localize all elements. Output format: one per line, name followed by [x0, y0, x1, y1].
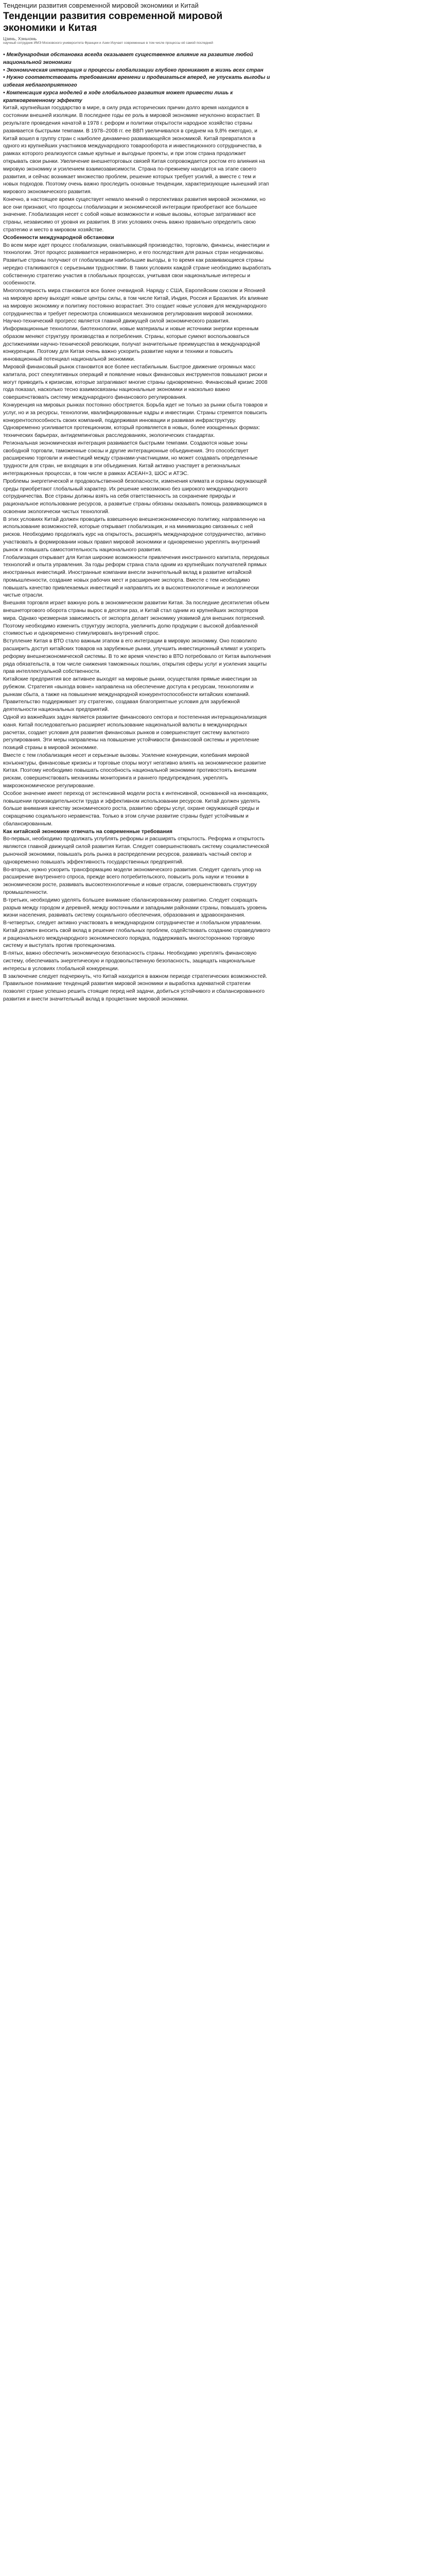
paragraph: В заключение следует подчеркнуть, что Китай находится в важном периоде стратегических возможностей. Правильное понимание тенденций развития мировой экономики и выработка адекватной стратегии позволят стране успешно решить стоящие перед ней задачи, добиться устойчивого и сбалансированного развития и внести значительный вклад в процветание мировой экономики. — [3, 973, 267, 1002]
paragraph: Особое значение имеет переход от экстенсивной модели роста к интенсивной, основанной на инновациях, повышении производительности труда и эффективном использовании ресурсов. Китай должен уделять больше внимания качеству экономического роста, развитию сферы услуг, охране окружающей среды и сокращению социального неравенства. Только в этом случае развитие страны будет устойчивым и сбалансированным. — [3, 790, 269, 827]
paragraph: Конечно, в настоящее время существует немало мнений о перспективах развития мировой экономики, но все они признают, что процессы глобализации и экономической интеграции приобретают все большее значение. Глобализация несет с собой новые возможности и новые вызовы, которые затрагивают все страны, независимо от уровня их развития. В этих условиях очень важно правильно определить свою стратегию и место в мировом хозяйстве. — [3, 196, 266, 233]
paragraph: Многополярность мира становится все более очевидной. Наряду с США, Европейским союзом и Японией на мировую арену выходят новые центры силы, в том числе Китай, Индия, Россия и Бразилия. Их влияние на мировую экономику и политику постоянно возрастает. Это создает новые условия для международного сотрудничества и требует пересмотра сложившихся механизмов регулирования мировой экономики. — [3, 288, 268, 317]
paragraph: Конкуренция на мировых рынках постоянно обостряется. Борьба идет не только за рынки сбыта товаров и услуг, но и за ресурсы, технологии, квалифицированные кадры и инвестиции. Страны стремятся повысить конкурентоспособность своих компаний, поддерживая инновации и развивая инфраструктуру. Одновременно усиливается протекционизм, который проявляется в новых, более изощренных формах: технических барьерах, антидемпинговых расследованиях, экологических стандартах. — [3, 402, 268, 439]
paragraph: Китай, крупнейшая государство в мире, в силу ряда исторических причин долго время находился в состоянии внешней изоляции. В последнее годы ее роль в мировой экономике неуклонно возрастает. В результате проведения начатой в 1978 г. реформ и политики открытости народное хозяйство страны развивается быстрыми темпами. В 1978–2008 гг. ее ВВП увеличивался в среднем на 9,8% ежегодно, и Китай вошел в группу стран с наиболее динамично развивающейся экономикой. Китай превратился в одного из крупнейших участников международного товарооборота и инвестиционного сотрудничества, в рамках которого реализуются самые крупные и выгодные проекты, и при этом страна продолжает открывать свои рынки. Увеличение внешнеторговых связей Китая сопровождается ростом его влияния на мировую экономику и усилением взаимозависимости. Страна по-прежнему находится на этапе своего развития, и сейчас возникает множество проблем, решение которых требует усилий, а вместе с тем и новых подходов. Поэтому очень важно проследить основные тенденции, характеризующие нынешний этап мирового экономического развития. — [3, 105, 269, 195]
paragraph: Научно-технический прогресс является главной движущей силой экономического развития. Информационные технологии, биотехнологии, новые материалы и новые источники энергии коренным образом меняют структуру производства и потребления. Страны, которые сумеют воспользоваться достижениями научно-технической революции, получат значительные преимущества в международной конкуренции. Поэтому для Китая очень важно ускорить развитие науки и техники и повысить инновационный потенциал национальной экономики. — [3, 318, 260, 363]
author-line: Цзинь, Хэньчэнь — [3, 36, 37, 41]
section-heading: Особенности международной обстановки — [3, 234, 114, 241]
paragraph: Внешняя торговля играет важную роль в экономическом развитии Китая. За последние десятилетия объем внешнеторгового оборота страны вырос в десятки раз, и Китай стал одним из крупнейших экспортеров мира. Однако чрезмерная зависимость от экспорта делает экономику уязвимой для внешних потрясений. Поэтому необходимо изменить структуру экспорта, увеличить долю продукции с высокой добавленной стоимостью и одновременно стимулировать внутренний спрос. — [3, 600, 269, 637]
key-point: • Экономическая интеграция и процессы глобализации глубоко проникают в жизнь всех стран — [3, 67, 264, 73]
paragraph: Во всем мире идет процесс глобализации, охватывающий производство, торговлю, финансы, инвестиции и технологии. Этот процесс развивается неравномерно, и его последствия для разных стран неодинаковы. Развитые страны получают от глобализации наибольшие выгоды, в то время как развивающиеся страны нередко сталкиваются с серьезными трудностями. В таких условиях каждой стране необходимо выработать собственную стратегию участия в глобальных процессах, учитывая свои национальные интересы и особенности. — [3, 242, 271, 286]
article-title: Тенденции развития современной мировой экономики и Китая — [3, 10, 223, 33]
paragraph: Китайские предприятия все активнее выходят на мировые рынки, осуществляя прямые инвестиции за рубежом. Стратегия «выхода вовне» направлена на обеспечение доступа к ресурсам, технологиям и рынкам сбыта, а также на повышение международной конкурентоспособности китайских компаний. Правительство поддерживает эту стратегию, создавая благоприятные условия для зарубежной деятельности национальных предприятий. — [3, 676, 257, 713]
section-heading: Как китайской экономике отвечать на современные требования — [3, 828, 172, 835]
paragraph: Вступление Китая в ВТО стало важным этапом в его интеграции в мировую экономику. Оно позволило расширить доступ китайских товаров на зарубежные рынки, улучшить инвестиционный климат и ускорить реформу внешнеэкономической системы. В то же время членство в ВТО потребовало от Китая выполнения ряда обязательств, в том числе снижения таможенных пошлин, открытия сферы услуг и усиления защиты прав интеллектуальной собственности. — [3, 638, 271, 675]
paragraph: Региональная экономическая интеграция развивается быстрыми темпами. Создаются новые зоны свободной торговли, таможенные союзы и другие интеграционные объединения. Это способствует расширению торговли и инвестиций между странами-участницами, но может создавать определенные трудности для стран, не входящих в эти объединения. Китай активно участвует в региональных интеграционных процессах, в том числе в рамках АСЕАН+3, ШОС и АТЭС. — [3, 440, 258, 477]
key-point: • Компенсация курса моделей в ходе глобального развития может привести лишь к кратковременному эффекту — [3, 90, 233, 104]
paragraph: В-четвертых, следует активно участвовать в международном сотрудничестве и глобальном управлении. Китай должен вносить свой вклад в решение глобальных проблем, содействовать созданию справедливого и рационального международного экономического порядка, поддерживать многостороннюю торговую систему и выступать против протекционизма. — [3, 920, 270, 949]
paragraph: В-пятых, важно обеспечить экономическую безопасность страны. Необходимо укреплять финансовую систему, обеспечивать энергетическую и продовольственную безопасность, защищать национальные интересы в условиях глобальной конкуренции. — [3, 951, 257, 972]
paragraph: Во-вторых, нужно ускорить трансформацию модели экономического развития. Следует сделать упор на расширение внутреннего спроса, прежде всего потребительского, повысить роль науки и техники в экономическом росте, развивать высокотехнологичные и новые отрасли, совершенствовать структуру промышленности. — [3, 867, 261, 895]
paragraph: Вместе с тем глобализация несет и серьезные вызовы. Усиление конкуренции, колебания мировой конъюнктуры, финансовые кризисы и торговые споры могут негативно влиять на экономическое развитие Китая. Поэтому необходимо повышать способность национальной экономики противостоять внешним рискам, совершенствовать механизмы мониторинга и раннего предупреждения, укреплять макроэкономическое регулирование. — [3, 752, 266, 789]
page-title: Тенденции развития современной мировой экономики и Китай — [3, 2, 199, 9]
paragraph: В-третьих, необходимо уделять большее внимание сбалансированному развитию. Следует сокращать разрыв между городом и деревней, между восточными и западными районами страны, повышать уровень жизни населения, развивать систему социального обеспечения, образования и здравоохранения. — [3, 897, 267, 919]
article-body — [3, 52, 272, 2576]
paragraph: Проблемы энергетической и продовольственной безопасности, изменения климата и охраны окружающей среды приобретают глобальный характер. Их решение невозможно без широкого международного сотрудничества. Все страны должны взять на себя ответственность за сохранение природы и рациональное использование ресурсов, а развитые страны обязаны оказывать помощь развивающимся в освоении экологически чистых технологий. — [3, 478, 267, 515]
key-point: • Международная обстановка всегда оказывает существенное влияние на развитие любой национальной экономики — [3, 52, 253, 65]
paragraph: Мировой финансовый рынок становится все более нестабильным. Быстрое движение огромных масс капитала, рост спекулятивных операций и появление новых финансовых инструментов повышают риски и могут приводить к кризисам, которые затрагивают многие страны одновременно. Финансовый кризис 2008 года показал, насколько тесно взаимосвязаны национальные экономики и насколько важно совершенствовать систему международного финансового регулирования. — [3, 364, 268, 401]
key-point: • Нужно соответствовать требованиям времени и продвигаться вперед, не упускать выгоды и избегая неблагоприятного — [3, 75, 270, 89]
paragraph: Глобализация открывает для Китая широкие возможности привлечения иностранного капитала, передовых технологий и опыта управления. За годы реформ страна стала одним из крупнейших получателей прямых иностранных инвестиций. Иностранные компании внесли значительный вклад в развитие китайской промышленности, создание новых рабочих мест и расширение экспорта. Вместе с тем необходимо повышать качество привлекаемых инвестиций и направлять их в высокотехнологичные и экологически чистые отрасли. — [3, 554, 270, 599]
abstract: научный сотрудник ИМЭ Московского университета Франции и Азии Изучает современные в том числе процессы её самой последней — [3, 41, 213, 45]
paragraph: В этих условиях Китай должен проводить взвешенную внешнеэкономическую политику, направленную на использование возможностей, которые открывает глобализация, и на минимизацию связанных с ней рисков. Необходимо продолжать курс на открытость, расширять международное сотрудничество, активно участвовать в формировании новых правил мировой экономики и одновременно укреплять внутренний рынок и повышать самостоятельность национального развития. — [3, 516, 266, 553]
paragraph: Во-первых, необходимо продолжать углублять реформы и расширять открытость. Реформа и открытость являются главной движущей силой развития Китая. Следует совершенствовать систему социалистической рыночной экономики, повышать роль рынка в распределении ресурсов, развивать частный сектор и одновременно повышать эффективность государственных предприятий. — [3, 836, 269, 865]
paragraph: Одной из важнейших задач является развитие финансового сектора и постепенная интернационализация юаня. Китай последовательно расширяет использование национальной валюты в международных расчетах, создает условия для развития финансовых рынков и совершенствует систему валютного регулирования. Эти меры направлены на повышение устойчивости финансовой системы и укрепление позиций страны в мировой экономике. — [3, 714, 267, 751]
